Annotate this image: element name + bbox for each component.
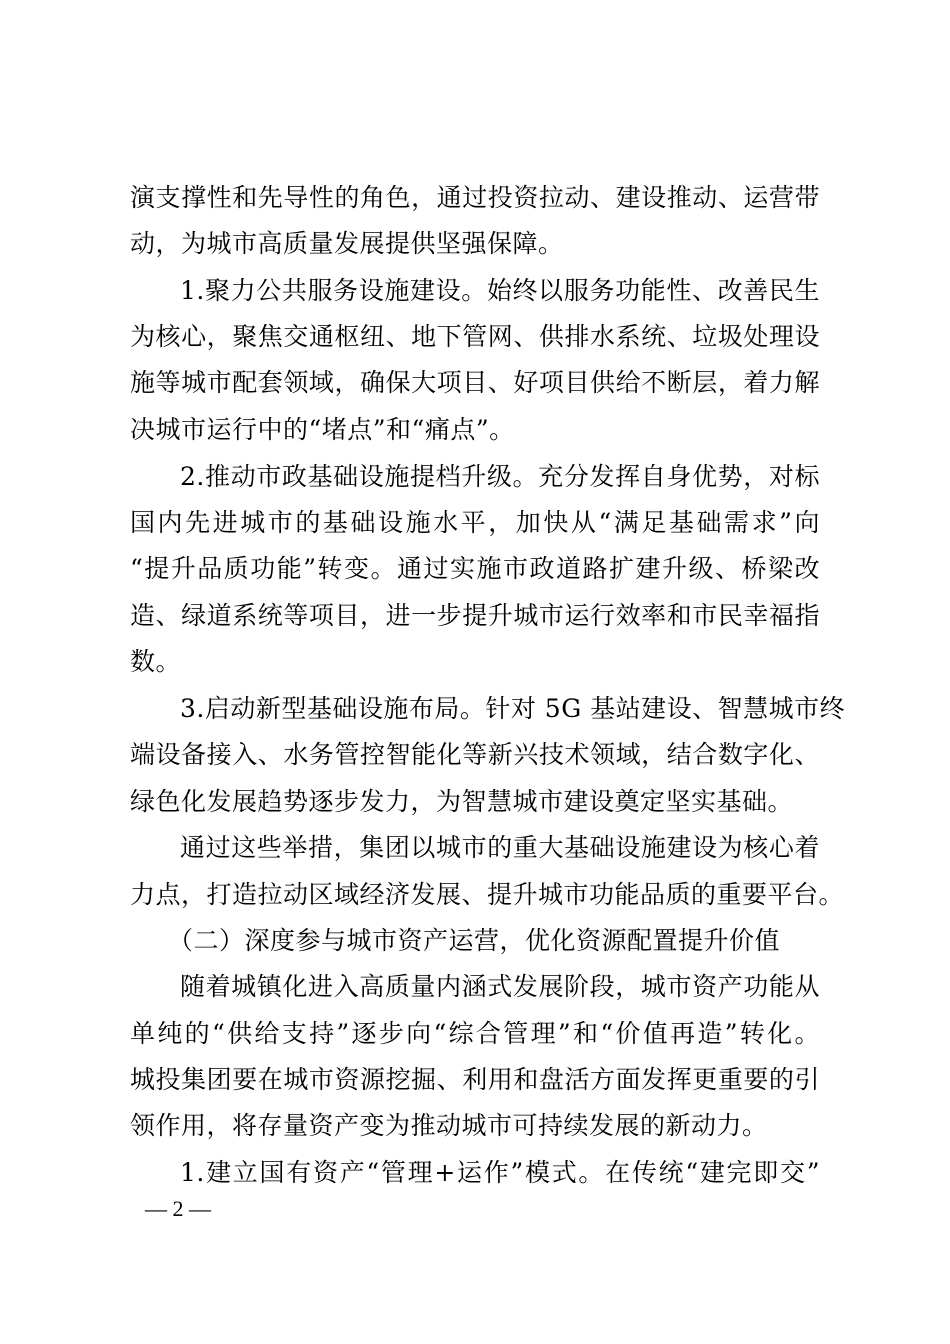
text-line-15: 通过这些举措，集团以城市的重大基础设施建设为核心着 (180, 833, 820, 862)
text-line-8: 国内先进城市的基础设施水平，加快从“满足基础需求”向 (130, 508, 820, 537)
page-number: — 2 — (145, 1196, 211, 1221)
text-line-10: 造、绿道系统等项目，进一步提升城市运行效率和市民幸福指 (130, 601, 820, 630)
text-line-2: 动，为城市高质量发展提供坚强保障。 (130, 229, 564, 258)
text-line-20: 城投集团要在城市资源挖掘、利用和盘活方面发挥更重要的引 (130, 1065, 820, 1094)
text-line-13: 端设备接入、水务管控智能化等新兴技术领域，结合数字化、 (130, 740, 820, 769)
text-line-12: 3.启动新型基础设施布局。针对 5G 基站建设、智慧城市终 (180, 694, 846, 723)
text-line-7: 2.推动市政基础设施提档升级。充分发挥自身优势，对标 (180, 462, 820, 491)
text-line-22: 1.建立国有资产“管理+运作”模式。在传统“建完即交” (180, 1158, 820, 1187)
text-line-19: 单纯的“供给支持”逐步向“综合管理”和“价值再造”转化。 (130, 1019, 820, 1048)
text-line-6: 决城市运行中的“堵点”和“痛点”。 (130, 415, 515, 444)
text-line-9: “提升品质功能”转变。通过实施市政道路扩建升级、桥梁改 (130, 554, 820, 583)
text-line-4: 为核心，聚焦交通枢纽、地下管网、供排水系统、垃圾处理设 (130, 322, 820, 351)
text-line-21: 领作用，将存量资产变为推动城市可持续发展的新动力。 (130, 1111, 768, 1140)
text-line-1: 演支撑性和先导性的角色，通过投资拉动、建设推动、运营带 (130, 183, 820, 212)
text-line-5: 施等城市配套领域，确保大项目、好项目供给不断层，着力解 (130, 368, 820, 397)
text-line-14: 绿色化发展趋势逐步发力，为智慧城市建设奠定坚实基础。 (130, 787, 794, 816)
text-line-18: 随着城镇化进入高质量内涵式发展阶段，城市资产功能从 (180, 972, 820, 1001)
text-line-16: 力点，打造拉动区域经济发展、提升城市功能品质的重要平台。 (130, 880, 845, 909)
text-line-3: 1.聚力公共服务设施建设。始终以服务功能性、改善民生 (180, 276, 820, 305)
section-heading: （二）深度参与城市资产运营，优化资源配置提升价值 (168, 926, 781, 955)
text-line-11: 数。 (130, 647, 182, 676)
